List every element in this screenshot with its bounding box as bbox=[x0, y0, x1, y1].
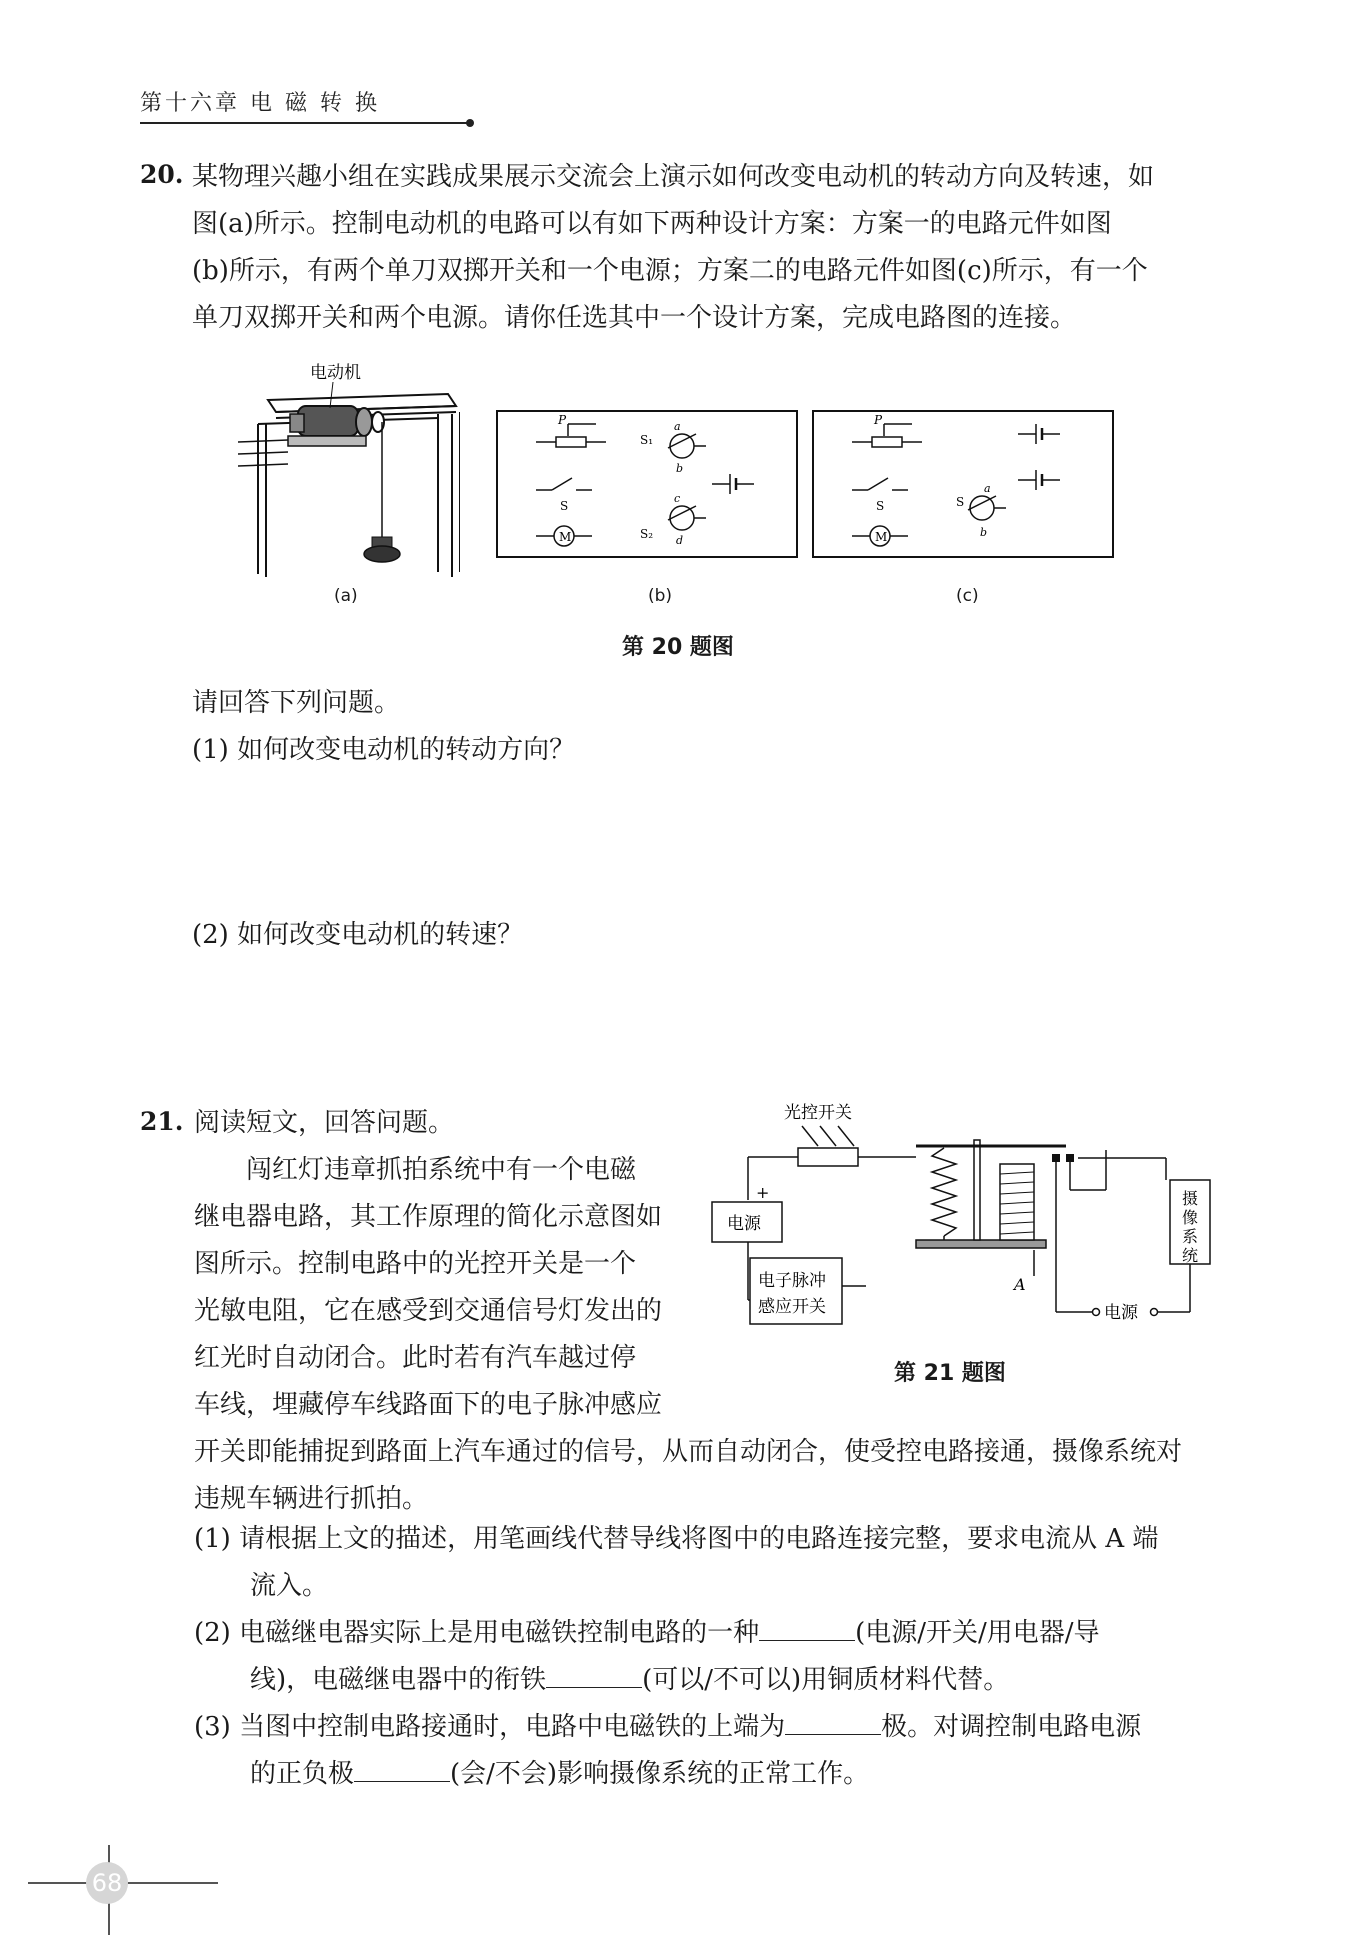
q20-text bbox=[192, 154, 1154, 342]
answer-blank[interactable] bbox=[354, 1755, 450, 1782]
q21-line: 继电器电路，其工作原理的简化示意图如 bbox=[194, 1202, 663, 1232]
terminal-b-label: b bbox=[676, 462, 684, 475]
plus-label: + bbox=[756, 1183, 770, 1202]
page-number: 68 bbox=[86, 1862, 128, 1904]
rheostat-p-label: P bbox=[874, 413, 883, 427]
q21-number: 21. bbox=[140, 1107, 184, 1136]
q20-number: 20. bbox=[140, 160, 184, 189]
switch-s-label: S bbox=[956, 495, 965, 509]
q21-sub2-line1 bbox=[194, 1610, 1100, 1657]
camera-label-char: 像 bbox=[1182, 1208, 1199, 1227]
terminal-b-label: b bbox=[980, 526, 988, 539]
terminal-a-label: A bbox=[1014, 1275, 1026, 1294]
figure-20-caption: 第 20 题图 bbox=[622, 635, 734, 660]
q21-sub3-line2 bbox=[194, 1751, 1141, 1798]
camera-label bbox=[1182, 1189, 1198, 1265]
switch-s2-label: S₂ bbox=[640, 527, 654, 541]
power-label: 电源 bbox=[727, 1214, 761, 1234]
switch-s-label: S bbox=[876, 499, 885, 513]
q21-sub3-text-a: (3) 当图中控制电路接通时，电路中电磁铁的上端为 bbox=[194, 1712, 786, 1742]
terminal-c-label: c bbox=[674, 492, 681, 505]
camera-label-char: 统 bbox=[1182, 1246, 1199, 1265]
figure-c-components bbox=[812, 410, 1114, 558]
figure-c-label: (c) bbox=[956, 586, 979, 606]
pulse-switch-label-2: 感应开关 bbox=[758, 1297, 826, 1317]
header-rule bbox=[140, 122, 470, 124]
q21-sub2-text-a: (2) 电磁继电器实际上是用电磁铁控制电路的一种 bbox=[194, 1618, 760, 1648]
q21-sub3 bbox=[194, 1704, 1141, 1798]
q21-sub2 bbox=[194, 1610, 1100, 1704]
q21-sub2-text-d: (可以/不可以)用铜质材料代替。 bbox=[642, 1665, 1010, 1695]
q21-sub2-text-c: 线)，电磁继电器中的衔铁 bbox=[250, 1665, 547, 1695]
output-power-label: 电源 bbox=[1104, 1303, 1138, 1323]
q21-sub1-line1: (1) 请根据上文的描述，用笔画线代替导线将图中的电路连接完整，要求电流从 A 端 bbox=[194, 1524, 1159, 1554]
camera-label-char: 摄 bbox=[1182, 1189, 1199, 1208]
camera-label-char: 系 bbox=[1182, 1227, 1199, 1246]
motor-m-label: M bbox=[875, 530, 888, 544]
q20-line: 某物理兴趣小组在实践成果展示交流会上演示如何改变电动机的转动方向及转速，如 bbox=[192, 162, 1155, 192]
switch-s1-label: S₁ bbox=[640, 433, 654, 447]
figure-b-components bbox=[496, 410, 798, 558]
answer-blank[interactable] bbox=[785, 1708, 881, 1735]
rheostat-p-label: P bbox=[558, 413, 567, 427]
light-switch-label: 光控开关 bbox=[784, 1103, 852, 1123]
q21-line: 光敏电阻，它在感受到交通信号灯发出的 bbox=[194, 1296, 663, 1326]
q20-sub1: (1) 如何改变电动机的转动方向？ bbox=[192, 735, 576, 765]
answer-blank[interactable] bbox=[759, 1614, 855, 1641]
q21-line: 闯红灯违章抓拍系统中有一个电磁 bbox=[246, 1155, 637, 1185]
q21-sub2-text-b: (电源/开关/用电器/导 bbox=[855, 1618, 1100, 1648]
figure-21-relay-circuit bbox=[706, 1100, 1214, 1340]
q21-sub3-text-d: (会/不会)影响摄像系统的正常工作。 bbox=[450, 1759, 870, 1789]
pulse-switch-label-1: 电子脉冲 bbox=[758, 1271, 826, 1291]
q20-sub2: (2) 如何改变电动机的转速？ bbox=[192, 920, 524, 950]
q21-line: 开关即能捕捉到路面上汽车通过的信号，从而自动闭合，使受控电路接通，摄像系统对 bbox=[194, 1437, 1183, 1467]
figure-b-label: (b) bbox=[648, 586, 673, 606]
figure-a-label: (a) bbox=[334, 586, 358, 606]
q21-sub3-text-c: 的正负极 bbox=[250, 1759, 355, 1789]
answer-blank[interactable] bbox=[546, 1661, 642, 1688]
header-dot bbox=[466, 119, 474, 127]
q20-line: 单刀双掷开关和两个电源。请你任选其中一个设计方案，完成电路图的连接。 bbox=[192, 303, 1077, 333]
terminal-d-label: d bbox=[676, 534, 684, 547]
terminal-a-label: a bbox=[674, 420, 681, 433]
q21-sub2-line2 bbox=[194, 1657, 1100, 1704]
q20-prompt: 请回答下列问题。 bbox=[192, 688, 401, 718]
q21-line: 红光时自动闭合。此时若有汽车越过停 bbox=[194, 1343, 637, 1373]
q21-intro: 阅读短文，回答问题。 bbox=[194, 1108, 455, 1138]
chapter-header: 第十六章 电 磁 转 换 bbox=[140, 91, 380, 116]
q21-line: 违规车辆进行抓拍。 bbox=[194, 1484, 429, 1514]
terminal-a-label: a bbox=[984, 482, 991, 495]
q21-line: 车线，埋藏停车线路面下的电子脉冲感应 bbox=[194, 1390, 663, 1420]
q21-sub1-line2: 流入。 bbox=[250, 1571, 329, 1601]
q21-sub1 bbox=[194, 1516, 1158, 1610]
q20-line: (b)所示，有两个单刀双掷开关和一个电源；方案二的电路元件如图(c)所示，有一个 bbox=[192, 256, 1148, 286]
figure-a-motor-table bbox=[238, 362, 460, 587]
motor-label: 电动机 bbox=[310, 363, 361, 383]
q21-sub3-text-b: 极。对调控制电路电源 bbox=[881, 1712, 1142, 1742]
q21-full-text bbox=[194, 1429, 1182, 1523]
motor-m-label: M bbox=[559, 530, 572, 544]
q21-sub3-line1 bbox=[194, 1704, 1141, 1751]
figure-21-caption: 第 21 题图 bbox=[894, 1361, 1006, 1386]
switch-s-label: S bbox=[560, 499, 569, 513]
q21-wrap-text bbox=[194, 1147, 662, 1429]
q20-line: 图(a)所示。控制电动机的电路可以有如下两种设计方案：方案一的电路元件如图 bbox=[192, 209, 1112, 239]
q21-line: 图所示。控制电路中的光控开关是一个 bbox=[194, 1249, 637, 1279]
